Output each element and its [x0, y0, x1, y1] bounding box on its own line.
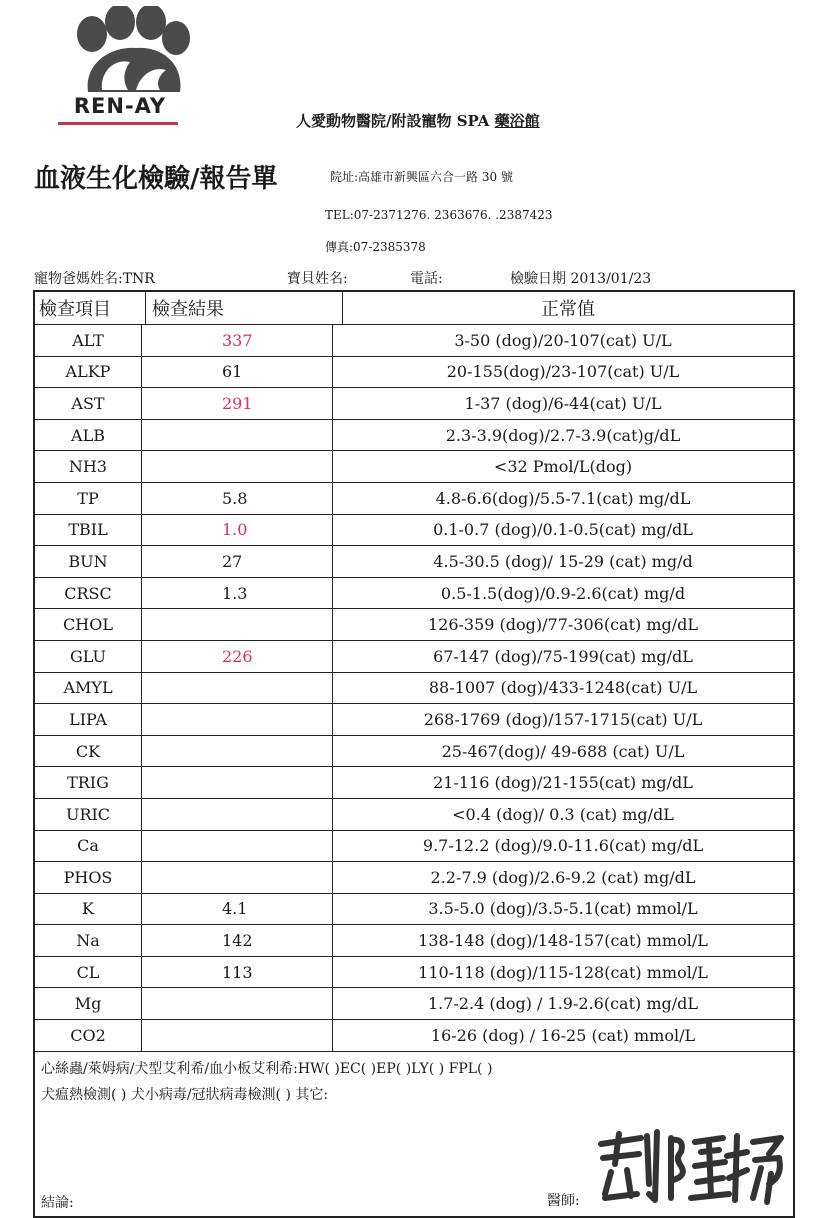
test-date: 檢驗日期 2013/01/23	[510, 271, 652, 287]
normal-range: 67-147 (dog)/75-199(cat) mg/dL	[433, 646, 693, 666]
table-row	[35, 578, 793, 610]
paw-print-icon	[40, 6, 220, 98]
test-result-cell	[142, 673, 333, 704]
table-row	[35, 451, 793, 483]
table-row	[35, 546, 793, 578]
header-result: 檢查結果	[146, 292, 343, 324]
test-item: AST	[35, 388, 142, 419]
table-row	[35, 1020, 793, 1052]
table-row	[35, 420, 793, 452]
test-result-cell	[142, 799, 333, 830]
normal-range: 16-26 (dog) / 16-25 (cat) mmol/L	[430, 1025, 696, 1045]
normal-range: 268-1769 (dog)/157-1715(cat) U/L	[423, 709, 703, 729]
pet-name: 寶貝姓名:	[287, 271, 348, 287]
report-title: 血液生化檢驗/報告單	[34, 164, 278, 194]
test-result: 5.8	[222, 488, 248, 508]
normal-range: 3-50 (dog)/20-107(cat) U/L	[454, 330, 672, 350]
test-result-cell	[142, 957, 333, 988]
table-row	[35, 767, 793, 799]
test-item: CO2	[35, 1020, 142, 1051]
header-normal: 正常值	[541, 299, 595, 320]
test-item: TBIL	[35, 515, 142, 546]
test-result-cell	[142, 894, 333, 925]
table-row	[35, 483, 793, 515]
table-row	[35, 641, 793, 673]
vet-signature	[591, 1124, 787, 1208]
test-result-cell	[142, 1020, 333, 1051]
normal-range: 25-467(dog)/ 49-688 (cat) U/L	[441, 741, 685, 761]
report-footer	[35, 1052, 793, 1216]
test-result: 1.0	[222, 520, 248, 540]
table-row	[35, 704, 793, 736]
normal-range: 138-148 (dog)/148-157(cat) mmol/L	[418, 931, 708, 951]
normal-range: 3.5-5.0 (dog)/3.5-5.1(cat) mmol/L	[428, 899, 698, 919]
test-item: CL	[35, 957, 142, 988]
test-result-cell	[142, 357, 333, 388]
test-item: CK	[35, 736, 142, 767]
hospital-name	[296, 110, 540, 131]
test-item: LIPA	[35, 704, 142, 735]
table-row	[35, 388, 793, 420]
normal-range: 20-155(dog)/23-107(cat) U/L	[446, 362, 680, 382]
test-item: PHOS	[35, 862, 142, 893]
test-result-cell	[142, 704, 333, 735]
table-row	[35, 988, 793, 1020]
test-result-cell	[142, 578, 333, 609]
table-row	[35, 925, 793, 957]
test-result-cell	[142, 736, 333, 767]
table-row	[35, 515, 793, 547]
table-row	[35, 831, 793, 863]
normal-range: 0.5-1.5(dog)/0.9-2.6(cat) mg/d	[440, 583, 686, 603]
table-row	[35, 957, 793, 989]
table-body	[35, 325, 793, 1052]
test-item: TRIG	[35, 767, 142, 798]
test-item: TP	[35, 483, 142, 514]
test-item: ALT	[35, 325, 142, 356]
test-result-cell	[142, 862, 333, 893]
test-result-cell	[142, 388, 333, 419]
table-row	[35, 736, 793, 768]
test-item: K	[35, 894, 142, 925]
logo-underline	[58, 122, 178, 125]
test-item: ALKP	[35, 357, 142, 388]
table-header	[35, 292, 793, 325]
clinic-address: 院址:高雄市新興區六合一路 30 號	[330, 170, 513, 184]
clinic-phone: TEL:07-2371276. 2363676. .2387423	[325, 208, 553, 222]
test-result-cell	[142, 546, 333, 577]
test-result: 291	[222, 393, 253, 413]
test-result-cell	[142, 451, 333, 482]
test-result: 27	[222, 551, 243, 571]
normal-range: <0.4 (dog)/ 0.3 (cat) mg/dL	[452, 804, 674, 824]
normal-range: 9.7-12.2 (dog)/9.0-11.6(cat) mg/dL	[422, 836, 704, 856]
test-result-cell	[142, 831, 333, 862]
test-item: CHOL	[35, 609, 142, 640]
test-result-cell	[142, 420, 333, 451]
test-item: AMYL	[35, 673, 142, 704]
owner-name: 寵物爸媽姓名:TNR	[34, 271, 155, 287]
test-result: 226	[222, 646, 253, 666]
normal-range: 2.2-7.9 (dog)/2.6-9.2 (cat) mg/dL	[430, 867, 696, 887]
normal-range: 0.1-0.7 (dog)/0.1-0.5(cat) mg/dL	[433, 520, 693, 540]
test-result-cell	[142, 988, 333, 1019]
test-item: ALB	[35, 420, 142, 451]
normal-range: 4.5-30.5 (dog)/ 15-29 (cat) mg/d	[433, 551, 693, 571]
test-result-cell	[142, 515, 333, 546]
normal-range: 110-118 (dog)/115-128(cat) mmol/L	[418, 962, 708, 982]
test-item: Ca	[35, 831, 142, 862]
conclusion-label: 結論:	[41, 1194, 74, 1211]
test-result-cell	[142, 483, 333, 514]
normal-range: 1.7-2.4 (dog) / 1.9-2.6(cat) mg/dL	[427, 994, 698, 1014]
normal-range: 2.3-3.9(dog)/2.7-3.9(cat)g/dL	[445, 425, 681, 445]
normal-range: 88-1007 (dog)/433-1248(cat) U/L	[428, 678, 698, 698]
phone-label: 電話:	[410, 271, 443, 287]
vet-label: 醫師:	[547, 1192, 580, 1209]
test-result-cell	[142, 925, 333, 956]
table-row	[35, 357, 793, 389]
normal-range: 126-359 (dog)/77-306(cat) mg/dL	[427, 615, 699, 635]
table-row	[35, 799, 793, 831]
table-row	[35, 609, 793, 641]
test-result: 1.3	[222, 583, 248, 603]
test-item: GLU	[35, 641, 142, 672]
test-item: URIC	[35, 799, 142, 830]
hospital-name-suffix: 藥浴館	[494, 112, 540, 130]
test-result: 337	[222, 330, 253, 350]
table-row	[35, 325, 793, 357]
logo-text: REN-AY	[73, 94, 167, 118]
test-item: NH3	[35, 451, 142, 482]
viral-tests-line: 犬瘟熱檢測( ) 犬小病毒/冠狀病毒檢測( ) 其它:	[41, 1086, 329, 1103]
test-item: CRSC	[35, 578, 142, 609]
hospital-name-main: 人愛動物醫院/附設寵物 SPA	[296, 112, 495, 130]
test-item: BUN	[35, 546, 142, 577]
test-item: Na	[35, 925, 142, 956]
test-result: 4.1	[222, 899, 248, 919]
parasite-tests-line: 心絲蟲/萊姆病/犬型艾利希/血小板艾利希:HW( )EC( )EP( )LY( ) FPL( )	[41, 1060, 493, 1077]
normal-range: 21-116 (dog)/21-155(cat) mg/dL	[433, 773, 693, 793]
test-item: Mg	[35, 988, 142, 1019]
header-item: 檢查項目	[35, 292, 146, 324]
test-result: 113	[222, 962, 253, 982]
test-result: 61	[222, 362, 243, 382]
normal-range: <32 Pmol/L(dog)	[493, 457, 633, 477]
test-result-cell	[142, 641, 333, 672]
table-row	[35, 894, 793, 926]
table-row	[35, 673, 793, 705]
signature-scribble	[591, 1124, 787, 1208]
test-result-cell	[142, 609, 333, 640]
test-result: 142	[222, 931, 253, 951]
clinic-fax: 傳真:07-2385378	[325, 240, 426, 254]
test-result-cell	[142, 767, 333, 798]
results-table	[33, 290, 795, 1218]
normal-range: 4.8-6.6(dog)/5.5-7.1(cat) mg/dL	[435, 488, 691, 508]
normal-range: 1-37 (dog)/6-44(cat) U/L	[464, 393, 662, 413]
test-result-cell	[142, 325, 333, 356]
table-row	[35, 862, 793, 894]
